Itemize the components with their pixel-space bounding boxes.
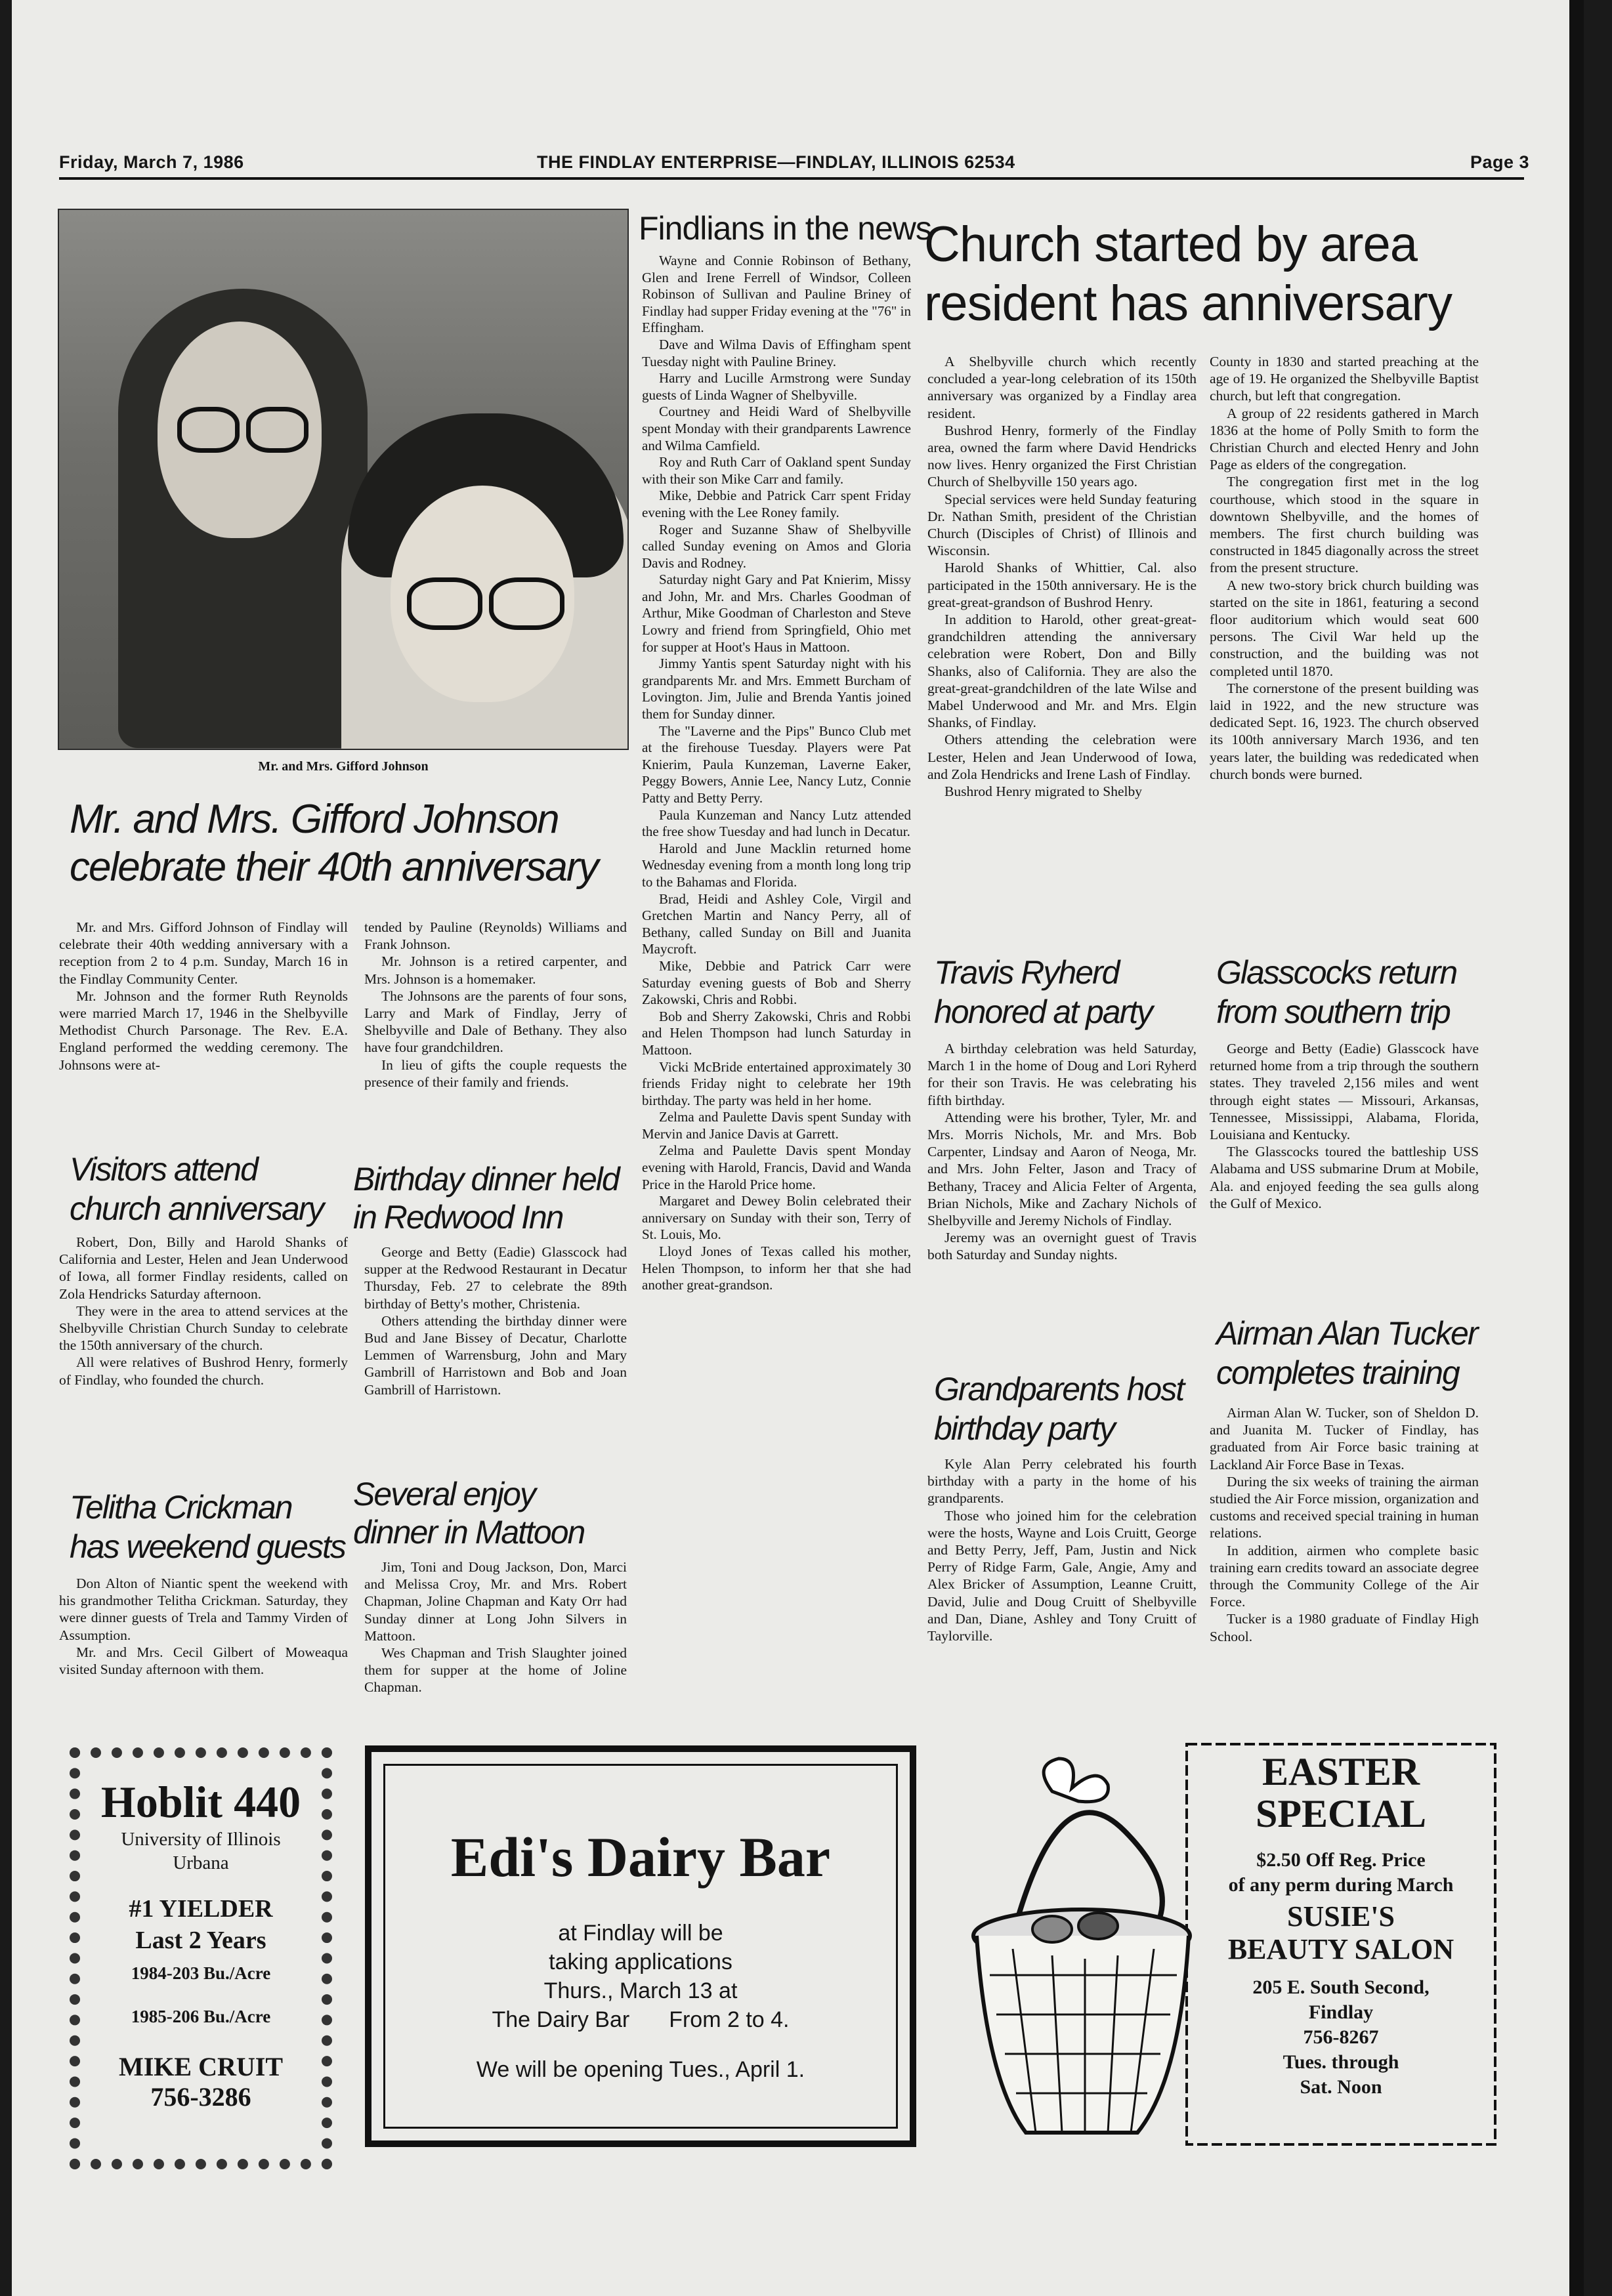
paragraph: Tucker is a 1980 graduate of Findlay High School.	[1210, 1611, 1479, 1644]
hoblit-line-3: #1 YIELDER	[129, 1895, 273, 1923]
paragraph: Harry and Lucille Armstrong were Sunday guests of Linda Wagner of Shelbyville.	[642, 370, 911, 403]
paragraph: Mr. Johnson and the former Ruth Reynolds were married March 17, 1946 in the Shelbyville Methodist Church Parsonage. The Rev. E.A. England performed the wedding ceremony. The Johnsons were at-	[59, 988, 348, 1073]
mattoon-headline-1: Several enjoy	[353, 1476, 535, 1513]
airman-headline-2: completes training	[1216, 1354, 1459, 1391]
paragraph: Harold Shanks of Whittier, Cal. also participated in the 150th anniversary. He is the great-great-grandson of Bushrod Henry.	[927, 560, 1197, 610]
paragraph: The "Laverne and the Pips" Bunco Club met at the firehouse Tuesday. Players were Pat Knierim, Paula Kunzeman, Laverne Eaker, Peggy Bowers, Annie Lee, Nancy Lutz, Connie Patty and Betty Perry.	[642, 722, 911, 806]
glasscocks-headline-1: Glasscocks return	[1216, 954, 1457, 991]
dairy-bar-line-4b: From 2 to 4.	[669, 2007, 790, 2032]
hoblit-title: Hoblit 440	[100, 1777, 301, 1827]
paragraph: The cornerstone of the present building was laid in 1922, and the new structure was dedicated Sept. 16, 1923. The church observed its 100th anniversary March 1936, and ten years later, the building was rededicated when church bonds were burned.	[1210, 680, 1479, 782]
easter-line-1: $2.50 Off Reg. Price	[1256, 1849, 1426, 1871]
paragraph: Zelma and Paulette Davis spent Sunday with Mervin and Janice Davis at Garrett.	[642, 1109, 911, 1142]
paragraph: The congregation first met in the log courthouse, which stood in the square in downtown Shelbyville, and the homes of members. The first church building was constructed in 1845 diagonally across the street from the present structure.	[1210, 474, 1479, 576]
dairy-bar-line-4	[371, 2005, 910, 2034]
church-headline-2: resident has anniversary	[924, 276, 1452, 331]
dairy-bar-line-1: at Findlay will be	[558, 1921, 723, 1946]
grandparents-headline-1: Grandparents host	[934, 1371, 1184, 1408]
johnson-photo	[58, 209, 629, 750]
paragraph: Mike, Debbie and Patrick Carr spent Friday evening with the Lee Roney family.	[642, 488, 911, 520]
dairy-bar-title: Edi's Dairy Bar	[450, 1826, 831, 1889]
paragraph: Robert, Don, Billy and Harold Shanks of California and Lester, Helen and Jean Underwood of Iowa, all former Findlay residents, called on Zola Hendricks Saturday afternoon.	[59, 1234, 348, 1302]
paragraph: Mr. Johnson is a retired carpenter, and Mrs. Johnson is a homemaker.	[364, 953, 627, 987]
paragraph: A group of 22 residents gathered in March 1836 at the home of Polly Smith to form the Christian Church and elected Henry and John Page as elders of the congregation.	[1210, 405, 1479, 473]
paragraph: Wes Chapman and Trish Slaughter joined them for supper at the home of Joline Chapman.	[364, 1645, 627, 1696]
paragraph: Harold and June Macklin returned home Wednesday evening from a month long long trip to the Bahamas and Florida.	[642, 840, 911, 890]
paragraph: A Shelbyville church which recently concluded a year-long celebration of its 150th anniversary was organized by a Findlay area resident.	[927, 354, 1197, 421]
paragraph: Zelma and Paulette Davis spent Monday evening with Harold, Francis, David and Wanda Price in the Harold Price home.	[642, 1142, 911, 1192]
paragraph: The Johnsons are the parents of four sons, Larry and Mark of Findlay, Jerry of Shelbyville and Dale of Bethany. They also have four grandchildren.	[364, 988, 627, 1056]
findlians-headline: Findlians in the news	[639, 210, 931, 247]
paragraph: Others attending the celebration were Lester, Helen and Jean Underwood of Iowa, and Zola Hendricks and Irene Lash of Findlay.	[927, 732, 1197, 782]
paragraph: Attending were his brother, Tyler, Mr. and Mrs. Morris Nichols, Mr. and Mrs. Bob Carpenter, Lindsay and Aaron of Neoga, Mr. and Mrs. John Felter, Jason and Tracy of Bethany, Tracey and Alicia Felter of Argenta, Brian Nichols, Mike and Zachary Nichols of Shelbyville and Jeremy Nichols of Findlay.	[927, 1109, 1197, 1229]
paragraph: Vicki McBride entertained approximately 30 friends Friday night to celebrate her 19th birthday. The party was held in her home.	[642, 1058, 911, 1108]
hoblit-line-4: Last 2 Years	[135, 1927, 266, 1954]
paragraph: In addition to Harold, other great-great-grandchildren attending the anniversary celebration were Robert, Don and Billy Shanks, also of California. They are also the great-great-grandchildren of the late Wilse and Mabel Underwood and Mr. and Mrs. Elgin Shanks, of Findlay.	[927, 612, 1197, 731]
hoblit-line-5: 1984-203 Bu./Acre	[131, 1963, 271, 1983]
paragraph: In addition, airmen who complete basic training earn credits toward an associate degree through the Community College of the Air Force.	[1210, 1542, 1479, 1610]
photo-glasses-left	[177, 407, 240, 453]
masthead-date: Friday, March 7, 1986	[59, 152, 244, 172]
paragraph: tended by Pauline (Reynolds) Williams and Frank Johnson.	[364, 919, 627, 953]
birthday-dinner-body	[364, 1243, 627, 1460]
egg-icon	[1078, 1913, 1118, 1939]
photo-caption: Mr. and Mrs. Gifford Johnson	[258, 759, 429, 774]
paragraph: During the six weeks of training the airman studied the Air Force mission, organization and customs and received special training in human relations.	[1210, 1473, 1479, 1541]
paragraph: A new two-story brick church building was started on the site in 1861, featuring a second floor auditorium which would seat 600 persons. The Civil War held up the construction, and the building was not completed until 1870.	[1210, 577, 1479, 679]
paragraph: Jim, Toni and Doug Jackson, Don, Marci and Melissa Croy, Mr. and Mrs. Robert Chapman, Joline Chapman and Katy Orr had Sunday dinner at Long John Silvers in Mattoon.	[364, 1559, 627, 1644]
easter-line-9: Sat. Noon	[1300, 2076, 1382, 2098]
paragraph: A birthday celebration was held Saturday, March 1 in the home of Doug and Lori Ryherd for their son Travis. He was celebrating his fifth birthday.	[927, 1041, 1197, 1108]
easter-title-2: SPECIAL	[1255, 1792, 1427, 1835]
binding-edge	[1569, 0, 1584, 2296]
glasscocks-headline-2: from southern trip	[1216, 993, 1450, 1030]
paragraph: Others attending the birthday dinner were Bud and Jane Bissey of Decatur, Charlotte Lemmen of Warrensburg, John and Mary Gambrill of Harristown and Bob and Joan Gambrill of Harristown.	[364, 1312, 627, 1398]
paragraph: Don Alton of Niantic spent the weekend with his grandmother Telitha Crickman. Saturday, they were dinner guests of Trela and Tammy Virden of Assumption.	[59, 1576, 348, 1643]
dairy-bar-line-2: taking applications	[549, 1950, 732, 1974]
findlians-body	[642, 253, 911, 1729]
hoblit-line-2: Urbana	[173, 1852, 229, 1873]
paragraph: Kyle Alan Perry celebrated his fourth birthday with a party in the home of his grandparents.	[927, 1456, 1197, 1507]
glasscocks-body	[1210, 1040, 1479, 1293]
paragraph: Jimmy Yantis spent Saturday night with his grandparents Mr. and Mrs. Emmett Burcham of Lovington. Jim, Julie and Brenda Yantis joined them for Sunday dinner.	[642, 656, 911, 722]
dairy-bar-line-4a: The Dairy Bar	[492, 2007, 630, 2032]
johnson-headline-1: Mr. and Mrs. Gifford Johnson	[70, 797, 559, 842]
masthead-rule	[59, 177, 1524, 180]
telitha-headline-1: Telitha Crickman	[70, 1489, 292, 1526]
egg-icon	[1032, 1916, 1072, 1942]
paragraph: Mr. and Mrs. Gifford Johnson of Findlay will celebrate their 40th wedding anniversary with a reception from 2 to 4 p.m. Sunday, March 16 in the Findlay Community Center.	[59, 919, 348, 987]
paragraph: They were in the area to attend services at the Shelbyville Christian Church Sunday to celebrate the 150th anniversary of the church.	[59, 1303, 348, 1354]
dairy-bar-line-3: Thurs., March 13 at	[543, 1978, 738, 2003]
basket-body	[977, 1936, 1189, 2133]
birthday-dinner-headline-2: in Redwood Inn	[353, 1199, 563, 1236]
easter-line-4: BEAUTY SALON	[1227, 1933, 1454, 1965]
paragraph: Brad, Heidi and Ashley Cole, Virgil and Gretchen Martin and Nancy Perry, all of Bethany, called Sunday on Bill and Juanita Maycroft.	[642, 890, 911, 957]
church-headline-1: Church started by area	[924, 217, 1418, 272]
newspaper-page	[12, 0, 1584, 2296]
easter-line-2: of any perm during March	[1228, 1874, 1454, 1896]
telitha-headline-2: has weekend guests	[70, 1528, 345, 1565]
paragraph: All were relatives of Bushrod Henry, formerly of Findlay, who founded the church.	[59, 1354, 348, 1388]
easter-line-8: Tues. through	[1283, 2051, 1399, 2073]
hoblit-line-7: MIKE CRUIT	[118, 2052, 284, 2081]
easter-line-5: 205 E. South Second,	[1252, 1976, 1430, 1998]
hoblit-line-8: 756-3286	[150, 2082, 251, 2112]
visitors-body	[59, 1234, 348, 1476]
easter-title-1: EASTER	[1262, 1750, 1420, 1793]
paragraph: Bushrod Henry, formerly of the Findlay area, owned the farm where David Hendricks now lives. Henry organized the First Christian Church of Shelbyville 150 years ago.	[927, 422, 1197, 490]
easter-line-3: SUSIE'S	[1287, 1900, 1395, 1932]
photo-glasses-right	[246, 407, 308, 453]
travis-body	[927, 1040, 1197, 1371]
church-col-2	[1210, 353, 1479, 944]
paragraph: George and Betty (Eadie) Glasscock have returned home from a trip through the southern states. They traveled 2,156 miles and went through eight states — Missouri, Arkansas, Tennessee, Mississippi, Alabama, Florida, Louisiana and Kentucky.	[1210, 1041, 1479, 1143]
dairy-bar-line-5: We will be opening Tues., April 1.	[476, 2057, 805, 2082]
paragraph: Roger and Suzanne Shaw of Shelbyville called Sunday evening on Amos and Gloria Davis and Rodney.	[642, 521, 911, 571]
photo-glasses-2-left	[407, 577, 482, 630]
easter-ad	[927, 1739, 1505, 2159]
photo-glasses-2-right	[489, 577, 564, 630]
easter-ad-text	[1190, 1751, 1492, 2100]
paragraph: The Glasscocks toured the battleship USS Alabama and USS submarine Drum at Mobile, Ala. and enjoyed feeding the sea gulls along the Gulf of Mexico.	[1210, 1144, 1479, 1211]
johnson-col-2	[364, 919, 627, 1142]
hoblit-ad	[70, 1747, 332, 2169]
masthead-paper: THE FINDLAY ENTERPRISE—FINDLAY, ILLINOIS 62534	[537, 152, 1015, 172]
travis-headline-2: honored at party	[934, 993, 1153, 1030]
easter-line-7: 756-8267	[1303, 2026, 1379, 2048]
grandparents-body	[927, 1455, 1197, 1705]
church-col-1	[927, 353, 1197, 944]
visitors-headline-1: Visitors attend	[70, 1151, 257, 1188]
masthead-page: Page 3	[1470, 152, 1530, 172]
dairy-bar-ad	[365, 1745, 916, 2147]
paragraph: Saturday night Gary and Pat Knierim, Missy and John, Mr. and Mrs. Charles Goodman of Arthur, Mike Goodman of Charleston and Steve Lowry and friend from Springfield, Ohio met for supper at Hoot's Haus in Mattoon.	[642, 572, 911, 655]
paragraph: Lloyd Jones of Texas called his mother, Helen Thompson, to inform her that she had another great-grandson.	[642, 1243, 911, 1293]
easter-line-6: Findlay	[1308, 2001, 1374, 2023]
paragraph: In lieu of gifts the couple requests the presence of their family and friends.	[364, 1056, 627, 1090]
paragraph: Roy and Ruth Carr of Oakland spent Sunday with their son Mike Carr and family.	[642, 454, 911, 487]
mattoon-headline-2: dinner in Mattoon	[353, 1514, 585, 1551]
paragraph: Airman Alan W. Tucker, son of Sheldon D. and Juanita M. Tucker of Findlay, has graduated from Air Force basic training at Lackland Air Force Base in Texas.	[1210, 1405, 1479, 1472]
paragraph: Special services were held Sunday featuring Dr. Nathan Smith, president of the Christian Church (Disciples of Christ) of Illinois and Wisconsin.	[927, 491, 1197, 559]
travis-headline-1: Travis Ryherd	[934, 954, 1119, 991]
birthday-dinner-headline-1: Birthday dinner held	[353, 1161, 619, 1198]
paragraph: Dave and Wilma Davis of Effingham spent Tuesday night with Pauline Briney.	[642, 336, 911, 369]
paragraph: Bushrod Henry migrated to Shelby	[944, 783, 1142, 800]
paragraph: Wayne and Connie Robinson of Bethany, Glen and Irene Ferrell of Windsor, Colleen Robinson of Sullivan and Pauline Briney of Findlay had supper Friday evening at the "76" in Effingham.	[642, 253, 911, 336]
paragraph: Mike, Debbie and Patrick Carr were Saturday evening guests of Bob and Sherry Zakowski, Chris and Robbi.	[642, 957, 911, 1008]
paragraph: County in 1830 and started preaching at the age of 19. He organized the Shelbyville Baptist church, but left that congregation.	[1210, 354, 1479, 404]
telitha-body	[59, 1575, 348, 1732]
hoblit-line-6: 1985-206 Bu./Acre	[131, 2007, 271, 2026]
paragraph: Margaret and Dewey Bolin celebrated their anniversary on Sunday with their son, Terry of St. Louis, Mo.	[642, 1193, 911, 1243]
johnson-headline-2: celebrate their 40th anniversary	[70, 845, 598, 890]
paragraph: Mr. and Mrs. Cecil Gilbert of Moweaqua visited Sunday afternoon with them.	[59, 1644, 348, 1678]
paragraph: Bob and Sherry Zakowski, Chris and Robbi and Helen Thompson had lunch Saturday in Mattoon.	[642, 1008, 911, 1058]
grandparents-headline-2: birthday party	[934, 1410, 1114, 1447]
hoblit-line-1: University of Illinois	[121, 1829, 281, 1850]
visitors-headline-2: church anniversary	[70, 1190, 324, 1227]
bow-icon	[1044, 1759, 1108, 1802]
paragraph: George and Betty (Eadie) Glasscock had supper at the Redwood Restaurant in Decatur Thursday, Feb. 27 to celebrate the 89th birthday of Betty's mother, Christenia.	[364, 1244, 627, 1312]
paragraph: Courtney and Heidi Ward of Shelbyville spent Monday with their grandparents Lawrence and Wilma Camfield.	[642, 404, 911, 453]
airman-headline-1: Airman Alan Tucker	[1216, 1315, 1477, 1352]
paragraph: Paula Kunzeman and Nancy Lutz attended the free show Tuesday and had lunch in Decatur.	[642, 806, 911, 840]
mattoon-body	[364, 1558, 627, 1732]
paragraph: Jeremy was an overnight guest of Travis both Saturday and Sunday nights.	[927, 1230, 1197, 1263]
paragraph: Those who joined him for the celebration were the hosts, Wayne and Lois Cruitt, George and Betty Perry, Jeff, Pam, Justin and Nick Perry of Ridge Farm, Gale, Angie, Amy and Alex Bricker of Assumption, Leanne Cruitt, David, Julie and Doug Cruitt of Shelbyville and Dan, Diane, Ashley and Tony Cruitt of Taylorville.	[927, 1507, 1197, 1644]
airman-body	[1210, 1404, 1479, 1706]
johnson-col-1	[59, 919, 348, 1142]
